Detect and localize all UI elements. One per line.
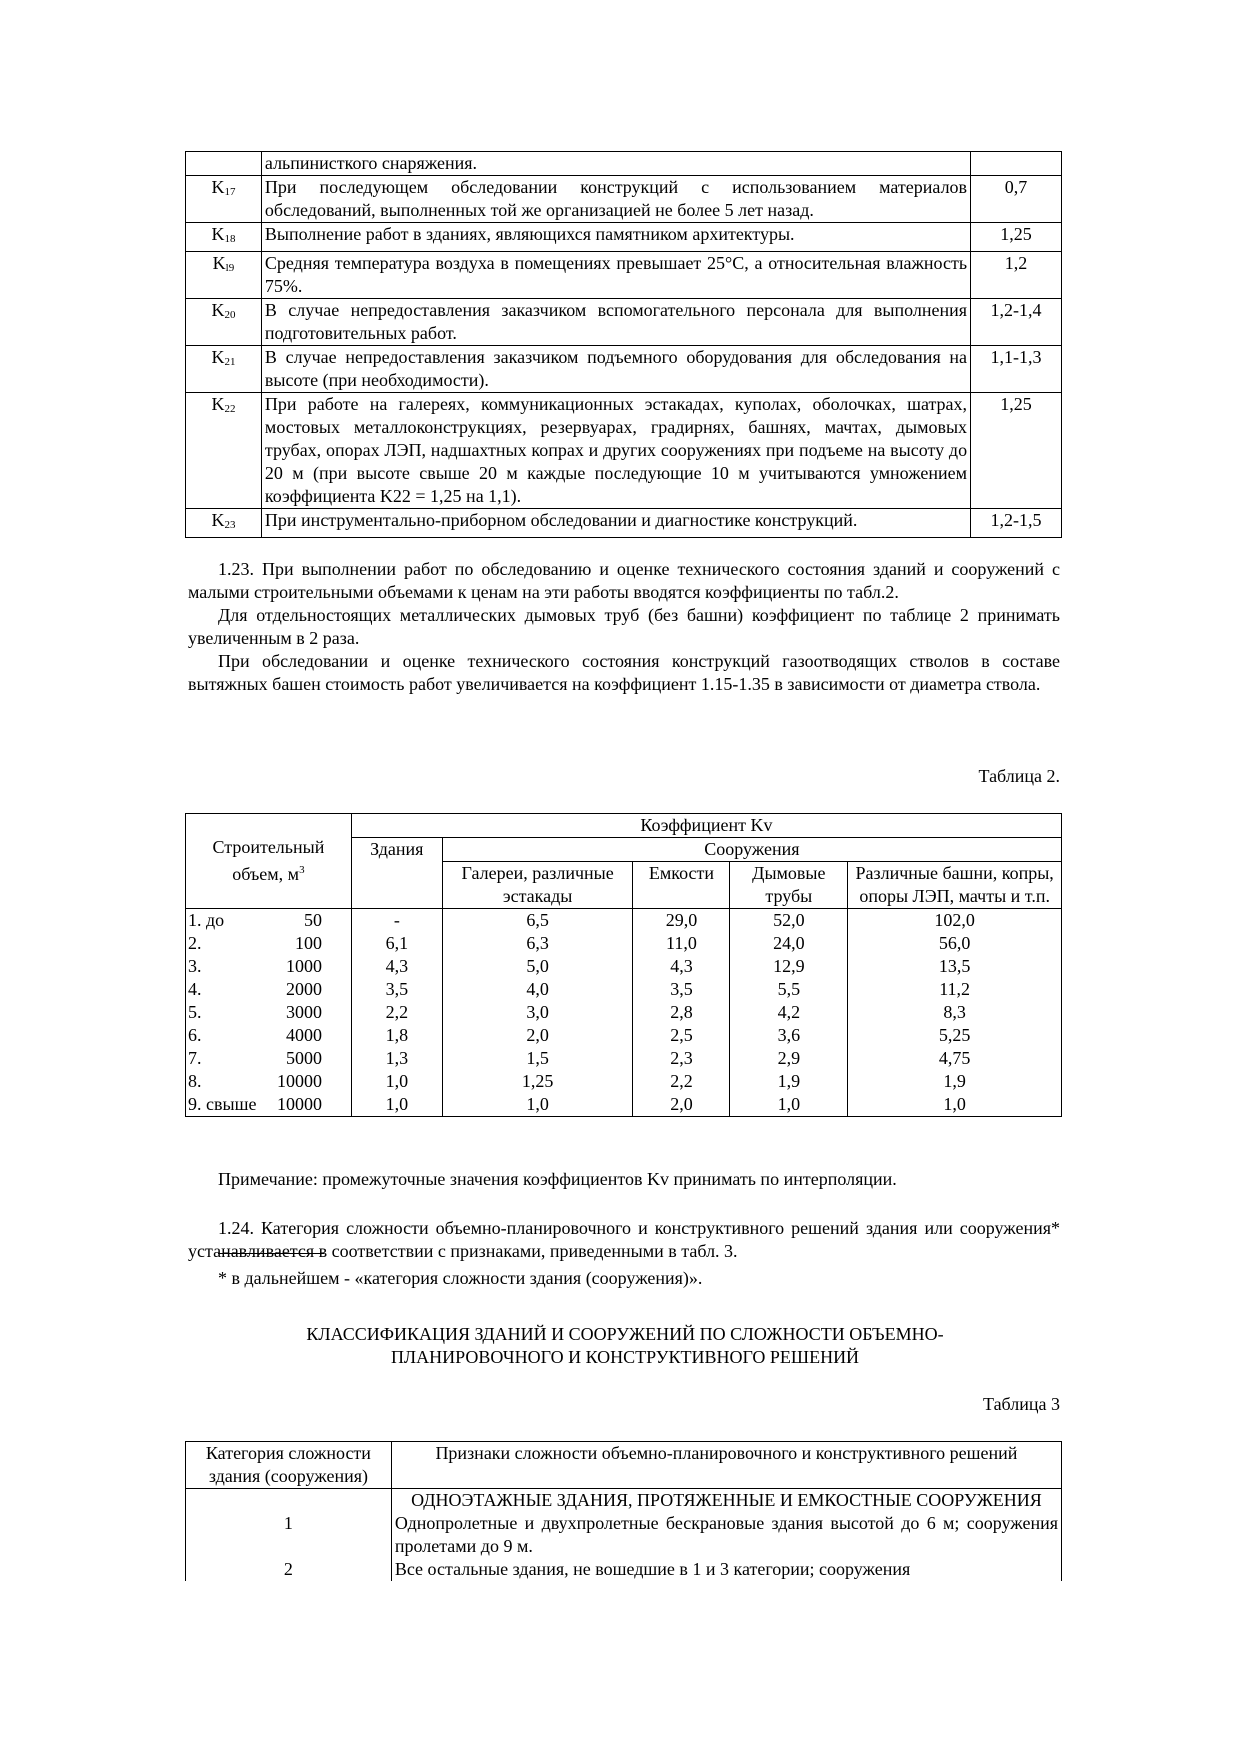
coef-gal: 6,3 bbox=[442, 932, 633, 955]
table-3-caption: Таблица 3 bbox=[983, 1394, 1060, 1414]
coef-zd: 1,3 bbox=[351, 1047, 442, 1070]
section-title: ОДНОЭТАЖНЫЕ ЗДАНИЯ, ПРОТЯЖЕННЫЕ И ЕМКОСТНЫЕ СООРУЖЕНИЯ bbox=[391, 1489, 1061, 1513]
coefficient-condition: При работе на галереях, коммуникационных эстакадах, куполах, оболочках, шатрах, мостовых металлоконструкциях, резервуарах, градирнях, башнях, мачтах, дымовых трубах, опорах ЛЭП, надшахтных копрах и других сооружениях при подъеме на высоту до 20 м (при высоте свыше 20 м каждые последующие 10 м учитываются умножением коэффициента K22 = 1,25 на 1,1). bbox=[261, 393, 970, 509]
coefficient-code: $K_{21}$ bbox=[186, 346, 262, 393]
coefficient-value bbox=[971, 152, 1062, 176]
category-number: 1 bbox=[186, 1512, 392, 1558]
coefficient-condition: При последующем обследовании конструкций с использованием материалов обследований, выполненных той же организацией не более 5 лет назад. bbox=[261, 176, 970, 223]
coefficient-condition: В случае непредоставления заказчиком вспомогательного персонала для выполнения подготовительных работ. bbox=[261, 299, 970, 346]
paragraph-1-24: 1.24. Категория сложности объемно-планировочного и конструктивного решений здания или сооружения* устанавливается в соответствии с признаками, приведенными в табл. 3. bbox=[188, 1218, 1060, 1261]
classification-heading: КЛАССИФИКАЦИЯ ЗДАНИЙ И СООРУЖЕНИЙ ПО СЛОЖНОСТИ ОБЪЕМНО-ПЛАНИРОВОЧНОГО И КОНСТРУКТИВНОГО РЕШЕНИЙ bbox=[306, 1324, 944, 1367]
category-description: Однопролетные и двухпролетные бескрановые здания высотой до 6 м; сооружения пролетами до 9 м. bbox=[391, 1512, 1061, 1558]
coef-bash: 8,3 bbox=[848, 1001, 1062, 1024]
coef-zd: 1,0 bbox=[351, 1093, 442, 1117]
table-row bbox=[186, 252, 1062, 299]
footnote: * в дальнейшем - «категория сложности здания (сооружения)». bbox=[218, 1268, 703, 1288]
coef-em: 2,2 bbox=[633, 1070, 730, 1093]
coef-gal: 4,0 bbox=[442, 978, 633, 1001]
table-row bbox=[186, 909, 1062, 933]
coef-em: 11,0 bbox=[633, 932, 730, 955]
header-tanks: Емкости bbox=[633, 862, 730, 909]
coefficient-condition: Выполнение работ в зданиях, являющихся памятником архитектуры. bbox=[261, 223, 970, 252]
paragraph-towers: При обследовании и оценке технического состояния конструкций газоотводящих стволов в составе вытяжных башен стоимость работ увеличивается на коэффициент 1.15-1.35 в зависимости от диаметра ствола. bbox=[188, 651, 1060, 694]
coef-gal: 6,5 bbox=[442, 909, 633, 933]
coef-bash: 13,5 bbox=[848, 955, 1062, 978]
coef-dym: 24,0 bbox=[730, 932, 848, 955]
table-row bbox=[186, 223, 1062, 252]
coef-em: 2,0 bbox=[633, 1093, 730, 1117]
volume-cell: 1. до 50 bbox=[186, 909, 352, 933]
table-row bbox=[186, 509, 1062, 538]
header-towers: Различные башни, копры, опоры ЛЭП, мачты и т.п. bbox=[848, 862, 1062, 909]
volume-cell: 9. свыше 10000 bbox=[186, 1093, 352, 1117]
coefficient-value: 1,25 bbox=[971, 393, 1062, 509]
coef-gal: 2,0 bbox=[442, 1024, 633, 1047]
table-row bbox=[186, 955, 1062, 978]
table-row bbox=[186, 346, 1062, 393]
coefficient-condition: альпинисткого снаряжения. bbox=[261, 152, 970, 176]
section-spacer bbox=[186, 1489, 392, 1513]
coef-gal: 5,0 bbox=[442, 955, 633, 978]
table-row bbox=[186, 1070, 1062, 1093]
coefficients-table bbox=[185, 151, 1062, 538]
header-signs: Признаки сложности объемно-планировочного и конструктивного решений bbox=[391, 1442, 1061, 1489]
table-row bbox=[186, 978, 1062, 1001]
footnote-rule bbox=[218, 1253, 324, 1254]
coef-bash: 5,25 bbox=[848, 1024, 1062, 1047]
coef-bash: 102,0 bbox=[848, 909, 1062, 933]
coef-gal: 1,0 bbox=[442, 1093, 633, 1117]
volume-coefficient-table bbox=[185, 813, 1062, 1117]
table-row bbox=[186, 393, 1062, 509]
category-description: Все остальные здания, не вошедшие в 1 и 3 категории; сооружения bbox=[391, 1558, 1061, 1581]
coefficient-code: $K_{18}$ bbox=[186, 223, 262, 252]
paragraph-1-24-block bbox=[188, 1217, 1060, 1263]
coefficient-condition: Средняя температура воздуха в помещениях превышает 25°С, а относительная влажность 75%. bbox=[261, 252, 970, 299]
coefficient-value: 0,7 bbox=[971, 176, 1062, 223]
coef-gal: 1,5 bbox=[442, 1047, 633, 1070]
header-galleries: Галереи, различные эстакады bbox=[442, 862, 633, 909]
coef-bash: 1,9 bbox=[848, 1070, 1062, 1093]
table-row bbox=[186, 1024, 1062, 1047]
coefficient-condition: При инструментально-приборном обследовании и диагностике конструкций. bbox=[261, 509, 970, 538]
coef-em: 29,0 bbox=[633, 909, 730, 933]
coef-zd: 6,1 bbox=[351, 932, 442, 955]
header-volume: Строительный объем, $м^3$ bbox=[186, 814, 352, 909]
table-2-caption: Таблица 2. bbox=[978, 766, 1060, 786]
table-row bbox=[186, 176, 1062, 223]
coef-gal: 3,0 bbox=[442, 1001, 633, 1024]
coef-zd: 4,3 bbox=[351, 955, 442, 978]
table-row bbox=[186, 932, 1062, 955]
paragraph-1-23: 1.23. При выполнении работ по обследованию и оценке технического состояния зданий и сооружений с малыми строительными объемами к ценам на эти работы вводятся коэффициенты по табл.2. bbox=[188, 559, 1060, 602]
coefficient-value: 1,2 bbox=[971, 252, 1062, 299]
coef-dym: 52,0 bbox=[730, 909, 848, 933]
coef-dym: 12,9 bbox=[730, 955, 848, 978]
table-row bbox=[186, 1001, 1062, 1024]
coefficient-code: $K_{22}$ bbox=[186, 393, 262, 509]
coefficient-code: $K_{l9}$ bbox=[186, 252, 262, 299]
volume-cell: 7. 5000 bbox=[186, 1047, 352, 1070]
coef-em: 2,8 bbox=[633, 1001, 730, 1024]
coef-bash: 1,0 bbox=[848, 1093, 1062, 1117]
coef-bash: 56,0 bbox=[848, 932, 1062, 955]
coef-dym: 1,9 bbox=[730, 1070, 848, 1093]
table-row bbox=[186, 152, 1062, 176]
coef-dym: 4,2 bbox=[730, 1001, 848, 1024]
coefficient-value: 1,1-1,3 bbox=[971, 346, 1062, 393]
coef-em: 2,3 bbox=[633, 1047, 730, 1070]
volume-cell: 3. 1000 bbox=[186, 955, 352, 978]
volume-cell: 8. 10000 bbox=[186, 1070, 352, 1093]
volume-cell: 5. 3000 bbox=[186, 1001, 352, 1024]
table-row bbox=[186, 1558, 1062, 1581]
header-structures: Сооружения bbox=[442, 838, 1061, 862]
header-buildings: Здания bbox=[351, 838, 442, 909]
coefficient-value: 1,2-1,4 bbox=[971, 299, 1062, 346]
coef-em: 3,5 bbox=[633, 978, 730, 1001]
paragraph-chimneys: Для отдельностоящих металлических дымовых труб (без башни) коэффициент по таблице 2 принимать увеличенным в 2 раза. bbox=[188, 605, 1060, 648]
table-row bbox=[186, 1512, 1062, 1558]
category-number: 2 bbox=[186, 1558, 392, 1581]
coef-zd: 1,0 bbox=[351, 1070, 442, 1093]
coefficient-code: $K_{23}$ bbox=[186, 509, 262, 538]
coef-dym: 1,0 bbox=[730, 1093, 848, 1117]
coefficient-value: 1,2-1,5 bbox=[971, 509, 1062, 538]
coef-bash: 4,75 bbox=[848, 1047, 1062, 1070]
header-category: Категория сложности здания (сооружения) bbox=[186, 1442, 392, 1489]
coefficient-code: $K_{17}$ bbox=[186, 176, 262, 223]
coefficient-code bbox=[186, 152, 262, 176]
note-block bbox=[188, 1168, 1060, 1191]
coef-zd: 3,5 bbox=[351, 978, 442, 1001]
coefficient-code: $K_{20}$ bbox=[186, 299, 262, 346]
table-row bbox=[186, 299, 1062, 346]
coef-em: 2,5 bbox=[633, 1024, 730, 1047]
table-2-note: Примечание: промежуточные значения коэффициентов Kv принимать по интерполяции. bbox=[218, 1169, 897, 1189]
coef-dym: 5,5 bbox=[730, 978, 848, 1001]
coef-dym: 2,9 bbox=[730, 1047, 848, 1070]
table-row bbox=[186, 1093, 1062, 1117]
volume-cell: 2. 100 bbox=[186, 932, 352, 955]
complexity-table bbox=[185, 1441, 1062, 1581]
paragraph-1-23-block bbox=[188, 558, 1060, 696]
coef-bash: 11,2 bbox=[848, 978, 1062, 1001]
coef-gal: 1,25 bbox=[442, 1070, 633, 1093]
coef-zd: 2,2 bbox=[351, 1001, 442, 1024]
header-chimneys: Дымовые трубы bbox=[730, 862, 848, 909]
coefficient-condition: В случае непредоставления заказчиком подъемного оборудования для обследования на высоте (при необходимости). bbox=[261, 346, 970, 393]
coef-zd: - bbox=[351, 909, 442, 933]
coef-em: 4,3 bbox=[633, 955, 730, 978]
coef-zd: 1,8 bbox=[351, 1024, 442, 1047]
header-coefficient: Коэффициент Kv bbox=[351, 814, 1061, 838]
coefficient-value: 1,25 bbox=[971, 223, 1062, 252]
volume-cell: 6. 4000 bbox=[186, 1024, 352, 1047]
table-row bbox=[186, 1047, 1062, 1070]
coef-dym: 3,6 bbox=[730, 1024, 848, 1047]
volume-cell: 4. 2000 bbox=[186, 978, 352, 1001]
